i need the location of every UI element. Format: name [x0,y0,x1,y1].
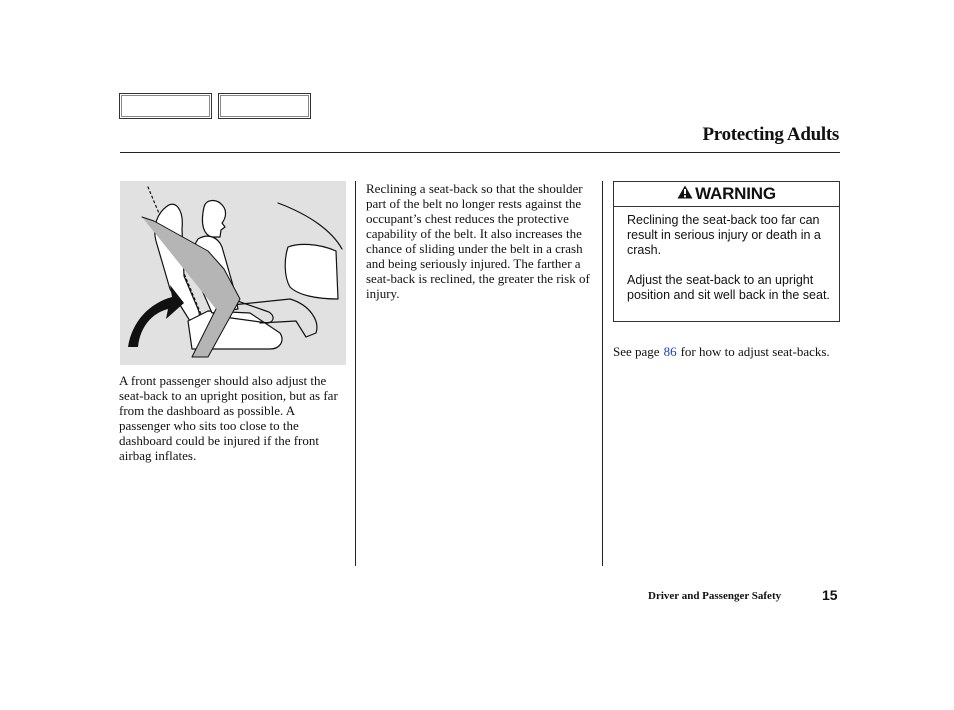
warning-box [613,181,840,322]
page-number: 15 [822,587,838,603]
footer-section-title: Driver and Passenger Safety [648,590,782,602]
warning-paragraph-1: Reclining the seat-back too far can result in serious injury or death in a crash. [627,213,821,257]
recline-risk-paragraph: Reclining a seat-back so that the shoulder part of the belt no longer rests against the occupant’s chest reduces the protective capability of the belt. It also increases the chance of sliding under the belt in a crash and being seriously injured. The farther a seat-back is reclined, the greater the risk of injury. [366,181,590,301]
nav-button-1[interactable] [119,93,212,119]
nav-button-2[interactable] [218,93,311,119]
header-rule [120,152,840,153]
page-title: Protecting Adults [702,124,839,145]
see-page-prefix: See page [613,344,660,359]
warning-header [614,182,839,207]
column-divider-1 [355,181,356,566]
column-divider-2 [602,181,603,566]
warning-title: WARNING [695,184,776,203]
seat-back-illustration [120,181,346,365]
airbag-distance-paragraph: A front passenger should also adjust the seat-back to an upright position, but as far from the dashboard as possible. A passenger who sits too close to the dashboard could be injured if the front airbag inflates. [119,373,338,463]
page-86-link[interactable]: 86 [663,344,677,359]
warning-paragraph-2: Adjust the seat-back to an upright position and sit well back in the seat. [627,273,830,302]
warning-body [627,213,831,303]
see-page-reference [613,344,841,359]
see-page-suffix: for how to adjust seat-backs. [680,344,830,359]
warning-triangle-icon [677,185,693,204]
